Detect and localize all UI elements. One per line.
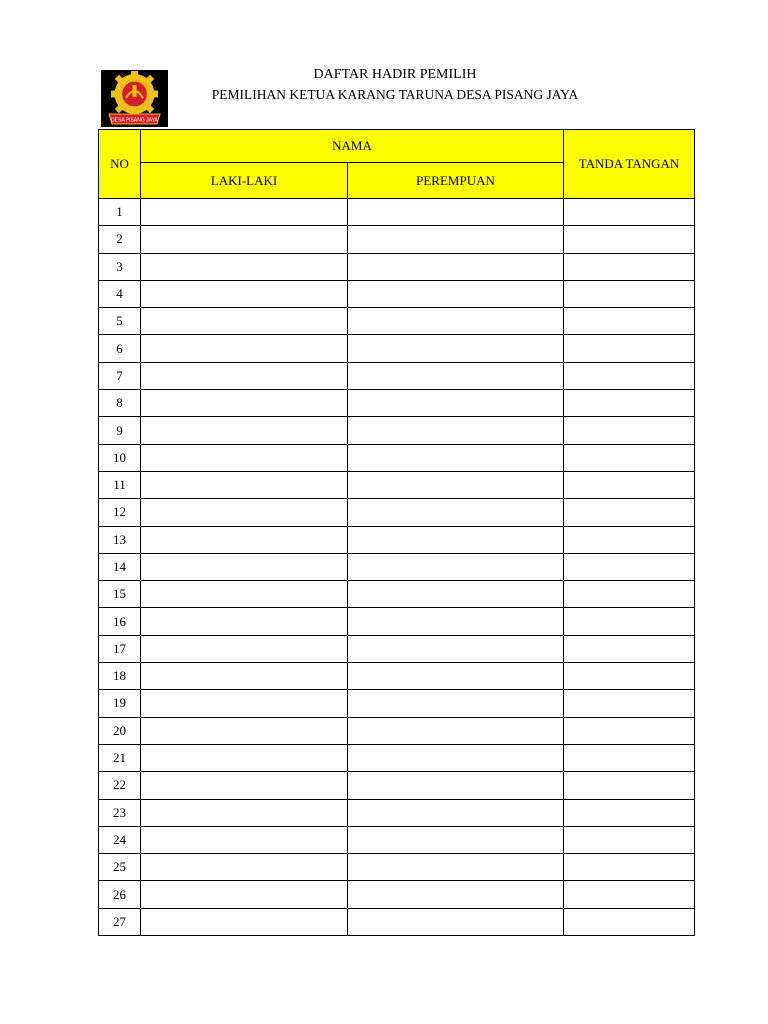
signature-cell [564,226,695,253]
signature-cell [564,826,695,853]
header-no: NO [99,130,141,199]
laki-laki-name-cell [141,826,348,853]
row-number-cell: 2 [99,226,141,253]
perempuan-name-cell [348,390,564,417]
document-subtitle: PEMILIHAN KETUA KARANG TARUNA DESA PISANG JAYA [211,87,579,102]
header-nama: NAMA [141,130,564,163]
signature-cell [564,908,695,935]
signature-cell [564,717,695,744]
laki-laki-name-cell [141,608,348,635]
attendance-table [98,129,695,936]
table-row [99,444,695,471]
signature-cell [564,744,695,771]
row-number-cell: 15 [99,581,141,608]
laki-laki-name-cell [141,335,348,362]
row-number-cell: 3 [99,253,141,280]
perempuan-name-cell [348,226,564,253]
perempuan-name-cell [348,499,564,526]
table-row [99,717,695,744]
header-perempuan: PEREMPUAN [348,163,564,199]
laki-laki-name-cell [141,526,348,553]
signature-cell [564,799,695,826]
table-row [99,362,695,389]
signature-cell [564,854,695,881]
table-row [99,881,695,908]
row-number-cell: 25 [99,854,141,881]
laki-laki-name-cell [141,499,348,526]
perempuan-name-cell [348,881,564,908]
signature-cell [564,663,695,690]
row-number-cell: 8 [99,390,141,417]
row-number-cell: 11 [99,471,141,498]
laki-laki-name-cell [141,471,348,498]
perempuan-name-cell [348,526,564,553]
row-number-cell: 1 [99,199,141,226]
laki-laki-name-cell [141,308,348,335]
row-number-cell: 18 [99,663,141,690]
laki-laki-name-cell [141,881,348,908]
laki-laki-name-cell [141,635,348,662]
row-number-cell: 7 [99,362,141,389]
table-row [99,744,695,771]
perempuan-name-cell [348,308,564,335]
row-number-cell: 9 [99,417,141,444]
laki-laki-name-cell [141,362,348,389]
row-number-cell: 12 [99,499,141,526]
table-row [99,390,695,417]
laki-laki-name-cell [141,226,348,253]
row-number-cell: 26 [99,881,141,908]
table-row [99,608,695,635]
laki-laki-name-cell [141,390,348,417]
row-number-cell: 19 [99,690,141,717]
perempuan-name-cell [348,854,564,881]
signature-cell [564,526,695,553]
laki-laki-name-cell [141,854,348,881]
perempuan-name-cell [348,772,564,799]
signature-cell [564,499,695,526]
laki-laki-name-cell [141,799,348,826]
header-laki-laki: LAKI-LAKI [141,163,348,199]
signature-cell [564,308,695,335]
row-number-cell: 10 [99,444,141,471]
laki-laki-name-cell [141,444,348,471]
signature-cell [564,553,695,580]
laki-laki-name-cell [141,417,348,444]
signature-cell [564,335,695,362]
perempuan-name-cell [348,553,564,580]
row-number-cell: 4 [99,280,141,307]
signature-cell [564,362,695,389]
laki-laki-name-cell [141,663,348,690]
table-row [99,826,695,853]
row-number-cell: 17 [99,635,141,662]
table-row [99,335,695,362]
perempuan-name-cell [348,199,564,226]
table-row [99,471,695,498]
laki-laki-name-cell [141,280,348,307]
signature-cell [564,280,695,307]
signature-cell [564,199,695,226]
perempuan-name-cell [348,608,564,635]
perempuan-name-cell [348,717,564,744]
row-number-cell: 6 [99,335,141,362]
signature-cell [564,608,695,635]
table-row [99,499,695,526]
row-number-cell: 21 [99,744,141,771]
table-row [99,908,695,935]
laki-laki-name-cell [141,253,348,280]
logo-ribbon-text: DESA PISANG JAYA [111,117,158,124]
table-row [99,581,695,608]
laki-laki-name-cell [141,553,348,580]
perempuan-name-cell [348,799,564,826]
laki-laki-name-cell [141,717,348,744]
signature-cell [564,471,695,498]
signature-cell [564,772,695,799]
laki-laki-name-cell [141,744,348,771]
table-row [99,635,695,662]
table-row [99,553,695,580]
signature-cell [564,635,695,662]
table-row [99,690,695,717]
signature-cell [564,417,695,444]
table-row [99,417,695,444]
table-row [99,199,695,226]
header-tanda-tangan: TANDA TANGAN [564,130,695,199]
perempuan-name-cell [348,663,564,690]
perempuan-name-cell [348,581,564,608]
row-number-cell: 13 [99,526,141,553]
karang-taruna-emblem-icon [101,70,168,127]
perempuan-name-cell [348,744,564,771]
laki-laki-name-cell [141,908,348,935]
row-number-cell: 27 [99,908,141,935]
laki-laki-name-cell [141,690,348,717]
laki-laki-name-cell [141,772,348,799]
row-number-cell: 24 [99,826,141,853]
table-row [99,799,695,826]
table-row [99,526,695,553]
table-row [99,308,695,335]
table-row [99,854,695,881]
attendance-rows [99,199,695,936]
table-row [99,253,695,280]
laki-laki-name-cell [141,581,348,608]
row-number-cell: 23 [99,799,141,826]
perempuan-name-cell [348,362,564,389]
signature-cell [564,881,695,908]
perempuan-name-cell [348,417,564,444]
signature-cell [564,581,695,608]
table-row [99,280,695,307]
perempuan-name-cell [348,280,564,307]
row-number-cell: 16 [99,608,141,635]
table-row [99,772,695,799]
perempuan-name-cell [348,471,564,498]
row-number-cell: 20 [99,717,141,744]
document-title: DAFTAR HADIR PEMILIH [313,67,477,82]
perempuan-name-cell [348,826,564,853]
row-number-cell: 14 [99,553,141,580]
perempuan-name-cell [348,335,564,362]
perempuan-name-cell [348,908,564,935]
perempuan-name-cell [348,253,564,280]
perempuan-name-cell [348,444,564,471]
perempuan-name-cell [348,690,564,717]
signature-cell [564,444,695,471]
row-number-cell: 5 [99,308,141,335]
table-row [99,663,695,690]
laki-laki-name-cell [141,199,348,226]
row-number-cell: 22 [99,772,141,799]
table-row [99,226,695,253]
perempuan-name-cell [348,635,564,662]
signature-cell [564,390,695,417]
signature-cell [564,253,695,280]
signature-cell [564,690,695,717]
